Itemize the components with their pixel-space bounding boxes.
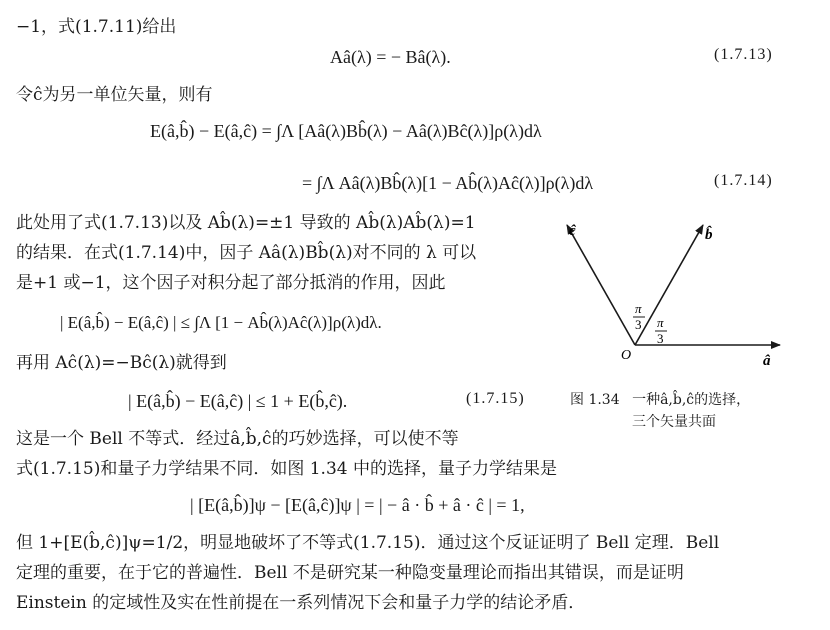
vector-c-label: ĉ — [569, 223, 576, 239]
origin-label: O — [621, 348, 632, 363]
angle-label-lower-denominator: 3 — [657, 331, 664, 346]
vector-c-arrow — [567, 225, 635, 345]
text-line-7: 这是一个 Bell 不等式．经过â,b̂,ĉ的巧妙选择，可以使不等 — [16, 429, 459, 449]
vector-b-arrow — [635, 225, 703, 345]
vector-a-label: â — [763, 353, 771, 369]
text-line-1: −1，式(1.7.11)给出 — [16, 17, 177, 37]
equation-1-7-14-line1: E(â,b̂) − E(â,ĉ) = ∫Λ [Aâ(λ)Bb̂(λ) − Aâ(λ)Bĉ(λ)]ρ(λ)dλ — [150, 121, 542, 141]
equation-number-15: (1.7.15) — [466, 390, 525, 407]
inequality-intermediate: | E(â,b̂) − E(â,ĉ) | ≤ ∫Λ [1 − Ab̂(λ)Aĉ(λ)]ρ(λ)dλ. — [60, 313, 382, 332]
equation-number-13: (1.7.13) — [714, 46, 773, 63]
equation-1-7-15: | E(â,b̂) − E(â,ĉ) | ≤ 1 + E(b̂,ĉ). — [128, 391, 348, 411]
equation-number-14: (1.7.14) — [714, 172, 773, 189]
text-line-9: 但 1+[E(b̂,ĉ)]ψ=1/2，明显地破坏了不等式(1.7.15)．通过这个反证证明了 Bell 定理．Bell — [16, 533, 720, 553]
angle-label-upper: π — [635, 301, 642, 316]
angle-label-upper-denominator: 3 — [635, 317, 642, 332]
angle-label-lower: π — [657, 315, 664, 330]
figure-caption-line1 — [570, 390, 750, 410]
text-line-5: 是+1 或−1，这个因子对积分起了部分抵消的作用，因此 — [16, 273, 446, 293]
equation-quantum-result: | [E(â,b̂)]ψ − [E(â,ĉ)]ψ | = | − â · b̂ + â · ĉ | = 1, — [190, 495, 525, 515]
figure-1-34 — [555, 205, 815, 380]
vector-b-label: b̂ — [705, 227, 713, 243]
text-line-10: 定理的重要，在于它的普遍性．Bell 不是研究某一种隐变量理论而指出其错误，而是证明 — [16, 563, 684, 583]
equation-1-7-13: Aâ(λ) = − Bâ(λ). — [330, 47, 451, 67]
text-line-3: 此处用了式(1.7.13)以及 Ab̂(λ)=±1 导致的 Ab̂(λ)Ab̂(λ)=1 — [16, 213, 476, 233]
text-line-8: 式(1.7.15)和量子力学结果不同．如图 1.34 中的选择，量子力学结果是 — [16, 459, 557, 479]
figure-caption-line2: 三个矢量共面 — [632, 414, 716, 430]
text-line-2: 令ĉ为另一单位矢量，则有 — [16, 85, 213, 105]
text-line-6: 再用 Aĉ(λ)=−Bĉ(λ)就得到 — [16, 353, 227, 373]
text-line-4: 的结果．在式(1.7.14)中，因子 Aâ(λ)Bb̂(λ)对不同的 λ 可以 — [16, 243, 477, 263]
figure-caption-text1: 一种â,b̂,ĉ的选择， — [632, 392, 751, 408]
equation-1-7-14-line2: = ∫Λ Aâ(λ)Bb̂(λ)[1 − Ab̂(λ)Aĉ(λ)]ρ(λ)dλ — [302, 173, 594, 193]
text-line-11: Einstein 的定域性及实在性前提在一系列情况下会和量子力学的结论矛盾． — [16, 593, 586, 613]
figure-caption-id: 图 1.34 — [570, 392, 620, 408]
